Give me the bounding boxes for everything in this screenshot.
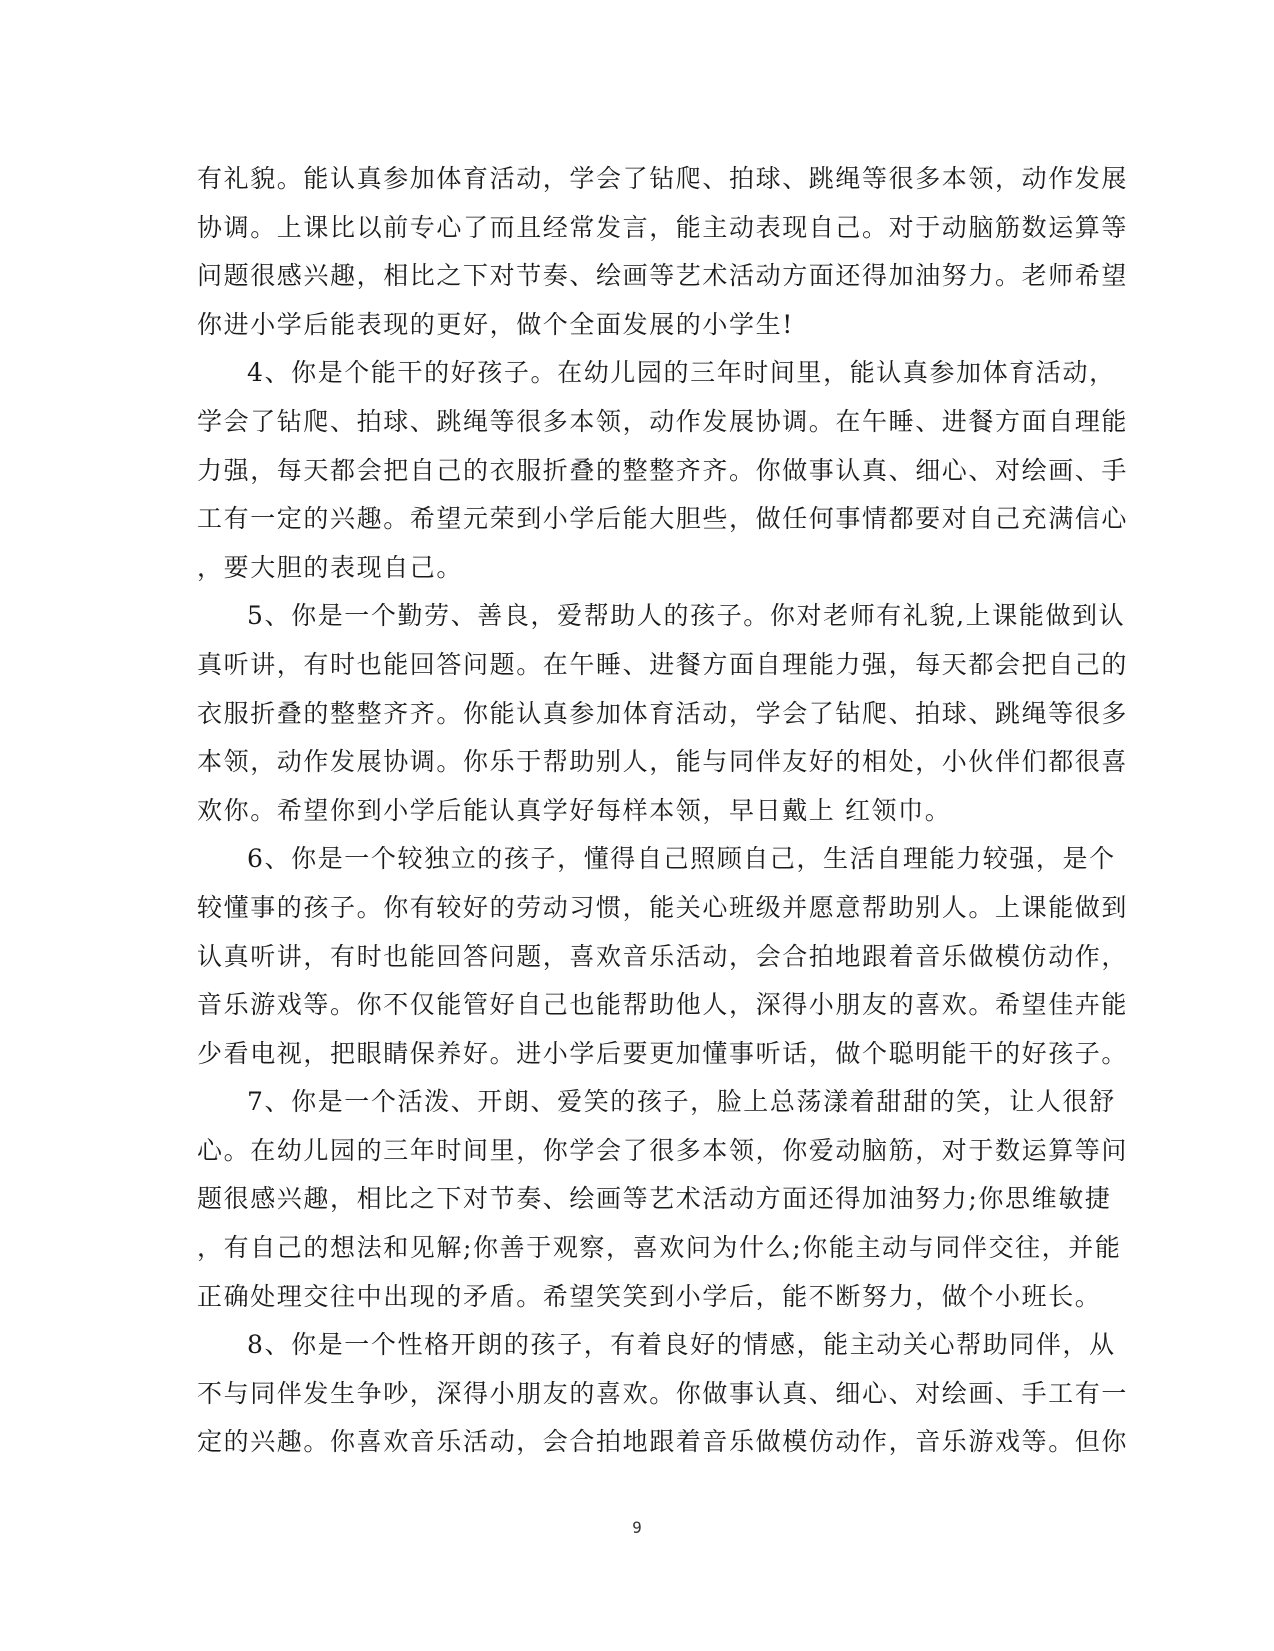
text-line: 定的兴趣。你喜欢音乐活动，会合拍地跟着音乐做模仿动作，音乐游戏等。但你 — [197, 1427, 1129, 1457]
text-line: 音乐游戏等。你不仅能管好自己也能帮助他人，深得小朋友的喜欢。希望佳卉能 — [197, 990, 1129, 1020]
text-line: ，有自己的想法和见解;你善于观察，喜欢问为什么;你能主动与同伴交往，并能 — [197, 1233, 1122, 1263]
text-line: 心。在幼儿园的三年时间里，你学会了很多本领，你爱动脑筋，对于数运算等问 — [197, 1135, 1129, 1165]
text-line: 不与同伴发生争吵，深得小朋友的喜欢。你做事认真、细心、对绘画、手工有一 — [197, 1378, 1129, 1408]
text-line: 5、你是一个勤劳、善良，爱帮助人的孩子。你对老师有礼貌,上课能做到认 — [247, 601, 1126, 631]
text-line: 8、你是一个性格开朗的孩子，有着良好的情感，能主动关心帮助同伴，从 — [247, 1330, 1116, 1360]
text-line: 你进小学后能表现的更好，做个全面发展的小学生! — [197, 309, 794, 339]
text-line: 较懂事的孩子。你有较好的劳动习惯，能关心班级并愿意帮助别人。上课能做到 — [197, 892, 1129, 922]
text-line: 力强，每天都会把自己的衣服折叠的整整齐齐。你做事认真、细心、对绘画、手 — [197, 455, 1129, 485]
text-line: ，要大胆的表现自己。 — [197, 552, 464, 582]
text-line: 认真听讲，有时也能回答问题，喜欢音乐活动，会合拍地跟着音乐做模仿动作， — [197, 941, 1129, 971]
text-line: 7、你是一个活泼、开朗、爱笑的孩子，脸上总荡漾着甜甜的笑，让人很舒 — [247, 1087, 1116, 1117]
text-line: 正确处理交往中出现的矛盾。希望笑笑到小学后，能不断努力，做个小班长。 — [197, 1281, 1102, 1311]
text-line: 问题很感兴趣，相比之下对节奏、绘画等艺术活动方面还得加油努力。老师希望 — [197, 261, 1129, 291]
text-line: 欢你。希望你到小学后能认真学好每样本领，早日戴上 红领巾。 — [197, 795, 952, 825]
text-line: 4、你是个能干的好孩子。在幼儿园的三年时间里，能认真参加体育活动， — [247, 358, 1116, 388]
text-line: 有礼貌。能认真参加体育活动，学会了钻爬、拍球、跳绳等很多本领，动作发展 — [197, 164, 1129, 193]
text-line: 工有一定的兴趣。希望元荣到小学后能大胆些，做任何事情都要对自己充满信心 — [197, 504, 1129, 534]
body-text — [197, 155, 1129, 1467]
text-line: 少看电视，把眼睛保养好。进小学后要更加懂事听话，做个聪明能干的好孩子。 — [197, 1038, 1129, 1068]
text-line: 衣服折叠的整整齐齐。你能认真参加体育活动，学会了钻爬、拍球、跳绳等很多 — [197, 698, 1129, 728]
text-line: 协调。上课比以前专心了而且经常发言，能主动表现自己。对于动脑筋数运算等 — [197, 212, 1129, 242]
text-line: 本领，动作发展协调。你乐于帮助别人，能与同伴友好的相处，小伙伴们都很喜 — [197, 747, 1129, 777]
text-line: 真听讲，有时也能回答问题。在午睡、进餐方面自理能力强，每天都会把自己的 — [197, 649, 1129, 679]
text-line: 学会了钻爬、拍球、跳绳等很多本领，动作发展协调。在午睡、进餐方面自理能 — [197, 406, 1129, 436]
text-line: 题很感兴趣，相比之下对节奏、绘画等艺术活动方面还得加油努力;你思维敏捷 — [197, 1184, 1112, 1214]
page-number: 9 — [632, 1518, 642, 1537]
text-line: 6、你是一个较独立的孩子，懂得自己照顾自己，生活自理能力较强，是个 — [247, 844, 1116, 874]
